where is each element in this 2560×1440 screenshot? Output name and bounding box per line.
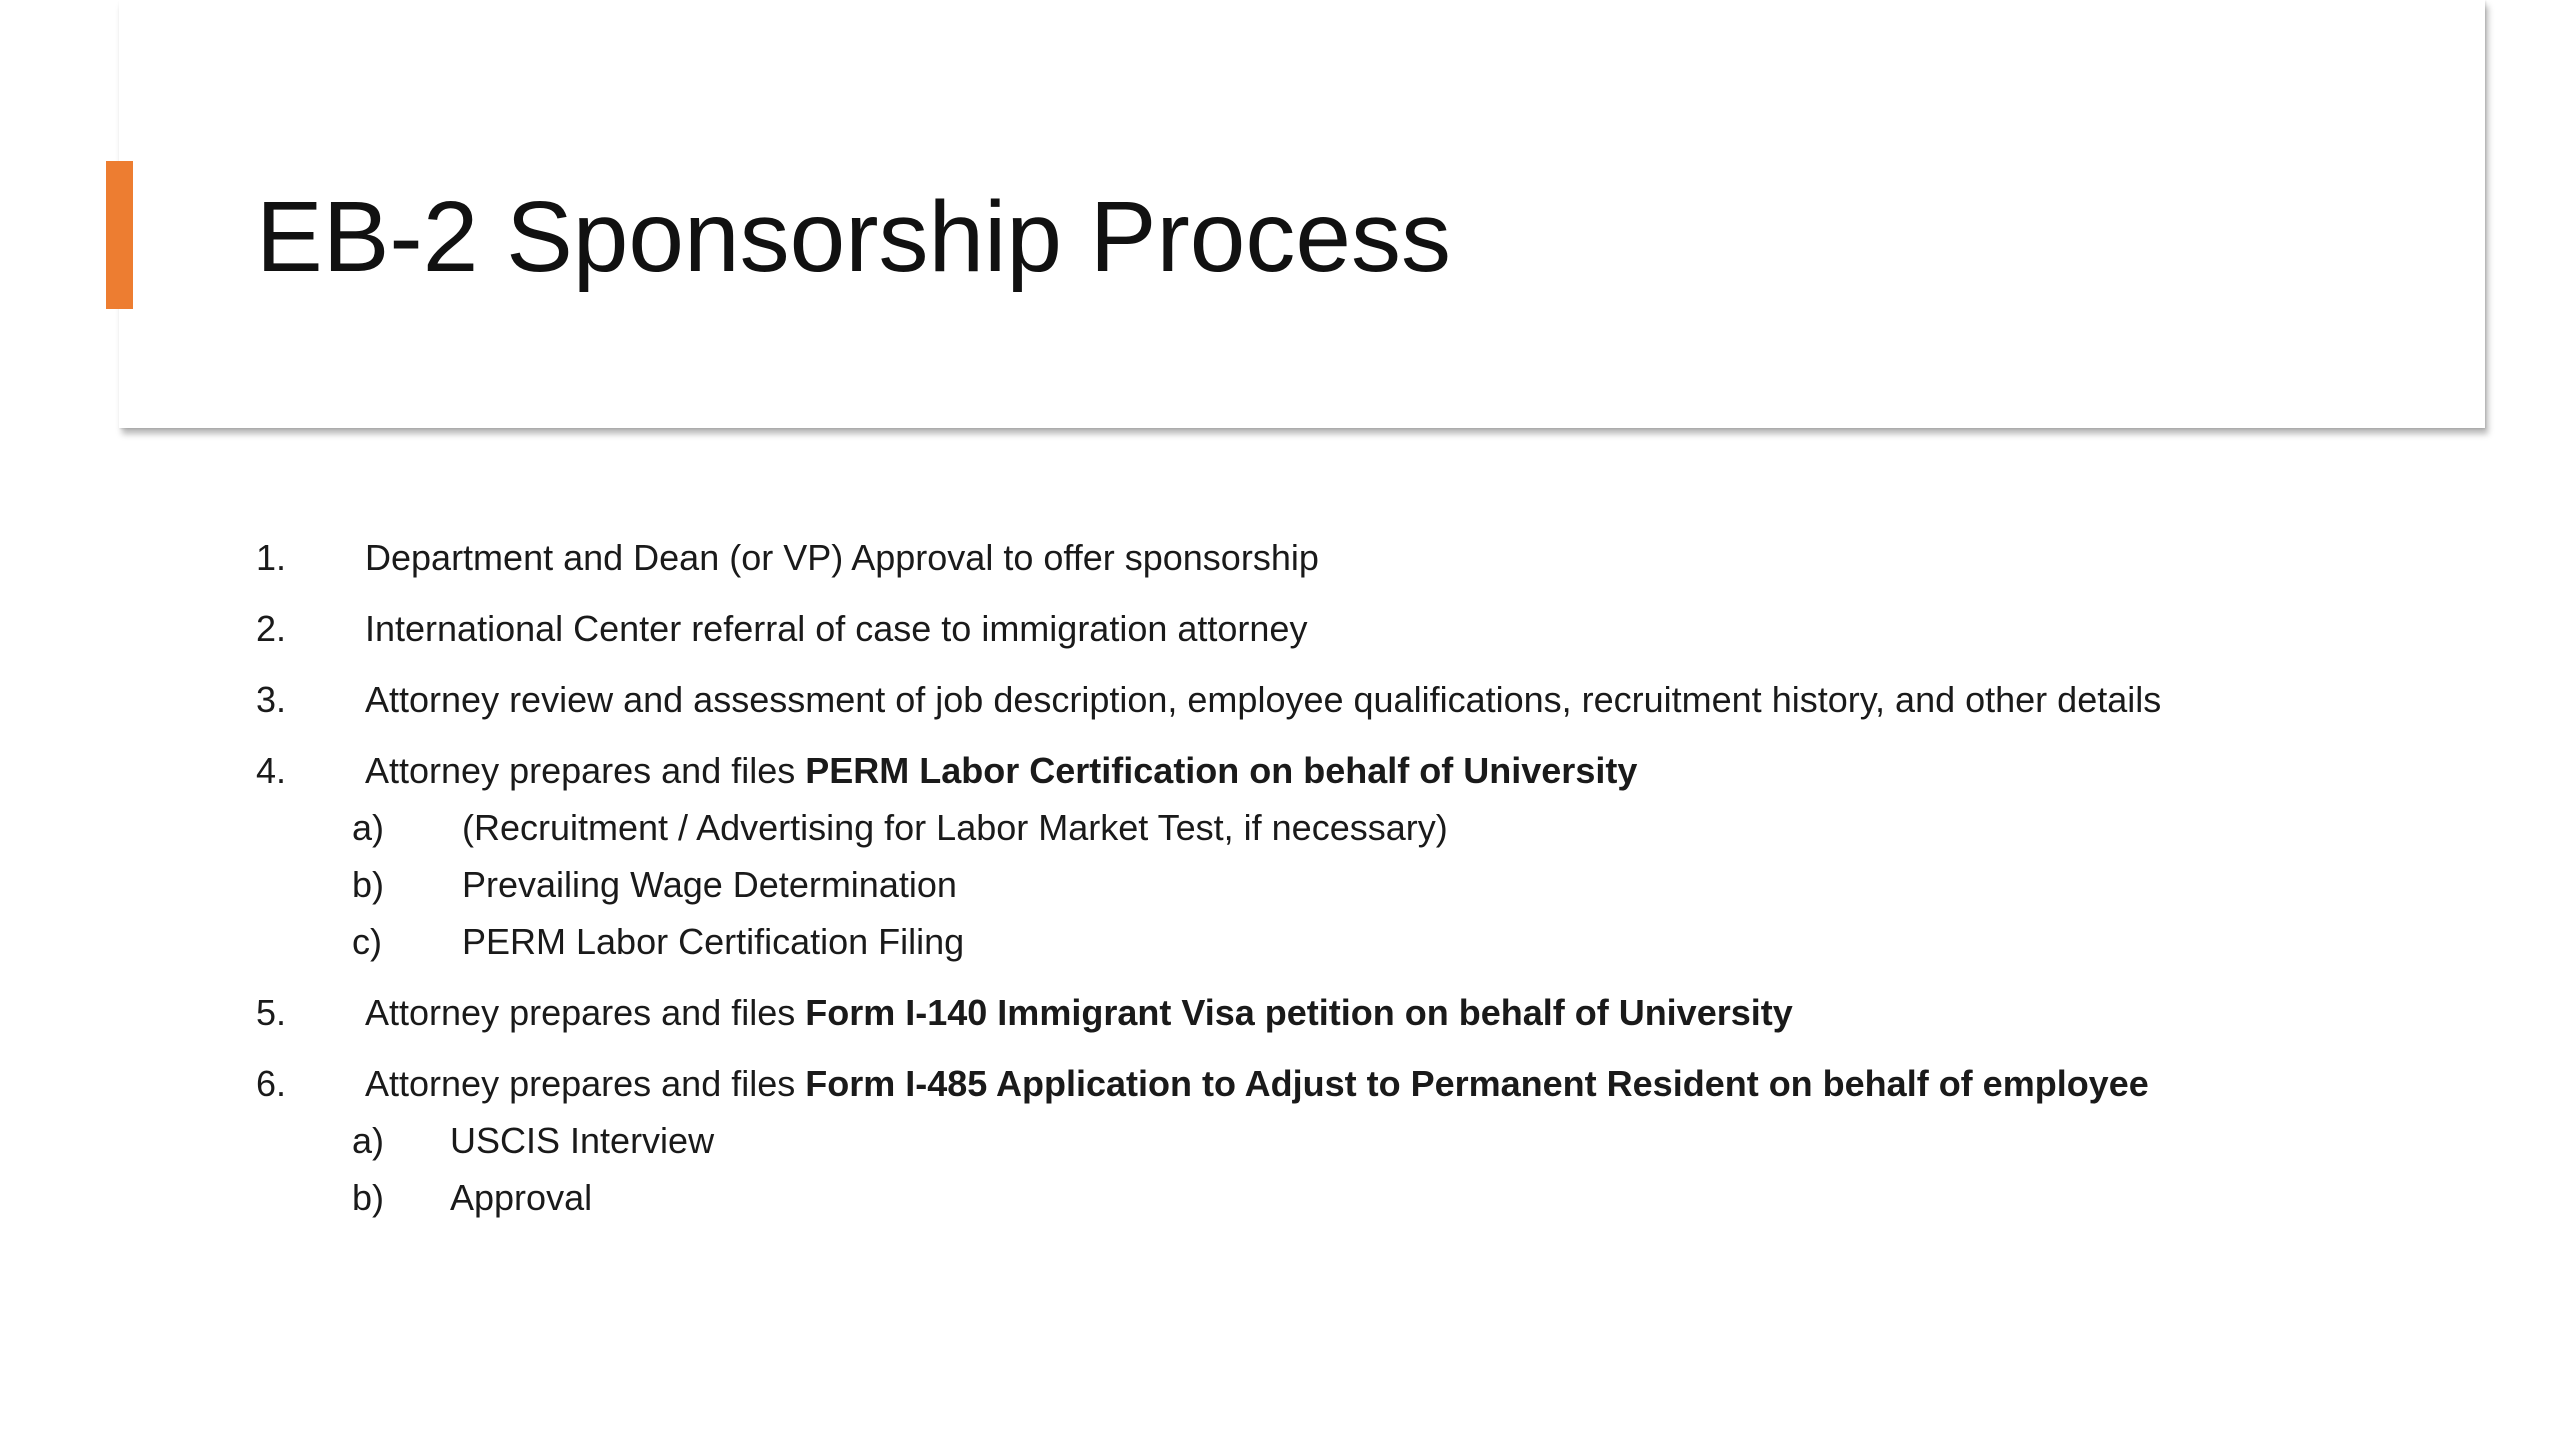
step-text-regular: Attorney review and assessment of job description, employee qualifications, recruitment history, and other details [365,679,2162,720]
substep-text: (Recruitment / Advertising for Labor Market Test, if necessary) [462,807,1448,848]
substep-letter: a) [352,807,385,848]
step-text-regular: Attorney prepares and files [365,1063,806,1104]
step-text [365,990,1793,1036]
substep-text: Prevailing Wage Determination [462,864,957,905]
substep-letter: a) [352,1120,385,1161]
substep-text: Approval [450,1177,593,1218]
step-text-regular: Attorney prepares and files [365,992,806,1033]
step-text-bold: Form I-485 Application to Adjust to Permanent Resident on behalf of employee [805,1063,2149,1104]
step-text [365,748,1637,794]
step-number: 5. [256,992,287,1033]
step-text-regular: Attorney prepares and files [365,750,806,791]
slide-title: EB-2 Sponsorship Process [256,181,1452,293]
step-text [365,1061,2149,1107]
step-text [365,677,2161,723]
step-text-regular: International Center referral of case to immigration attorney [365,608,1308,649]
step-text-regular: Department and Dean (or VP) Approval to offer sponsorship [365,537,1319,578]
substep-text: PERM Labor Certification Filing [462,921,965,962]
step-number: 6. [256,1063,287,1104]
step-number: 4. [256,750,287,791]
step-number: 1. [256,537,287,578]
step-text-bold: PERM Labor Certification on behalf of University [805,750,1638,791]
step-text [365,535,1319,581]
substep-letter: b) [352,864,385,905]
step-text [365,606,1307,652]
substep-letter: c) [352,921,382,962]
step-number: 3. [256,679,287,720]
substep-text: USCIS Interview [450,1120,715,1161]
step-text-bold: Form I-140 Immigrant Visa petition on behalf of University [805,992,1793,1033]
step-number: 2. [256,608,287,649]
substep-letter: b) [352,1177,385,1218]
